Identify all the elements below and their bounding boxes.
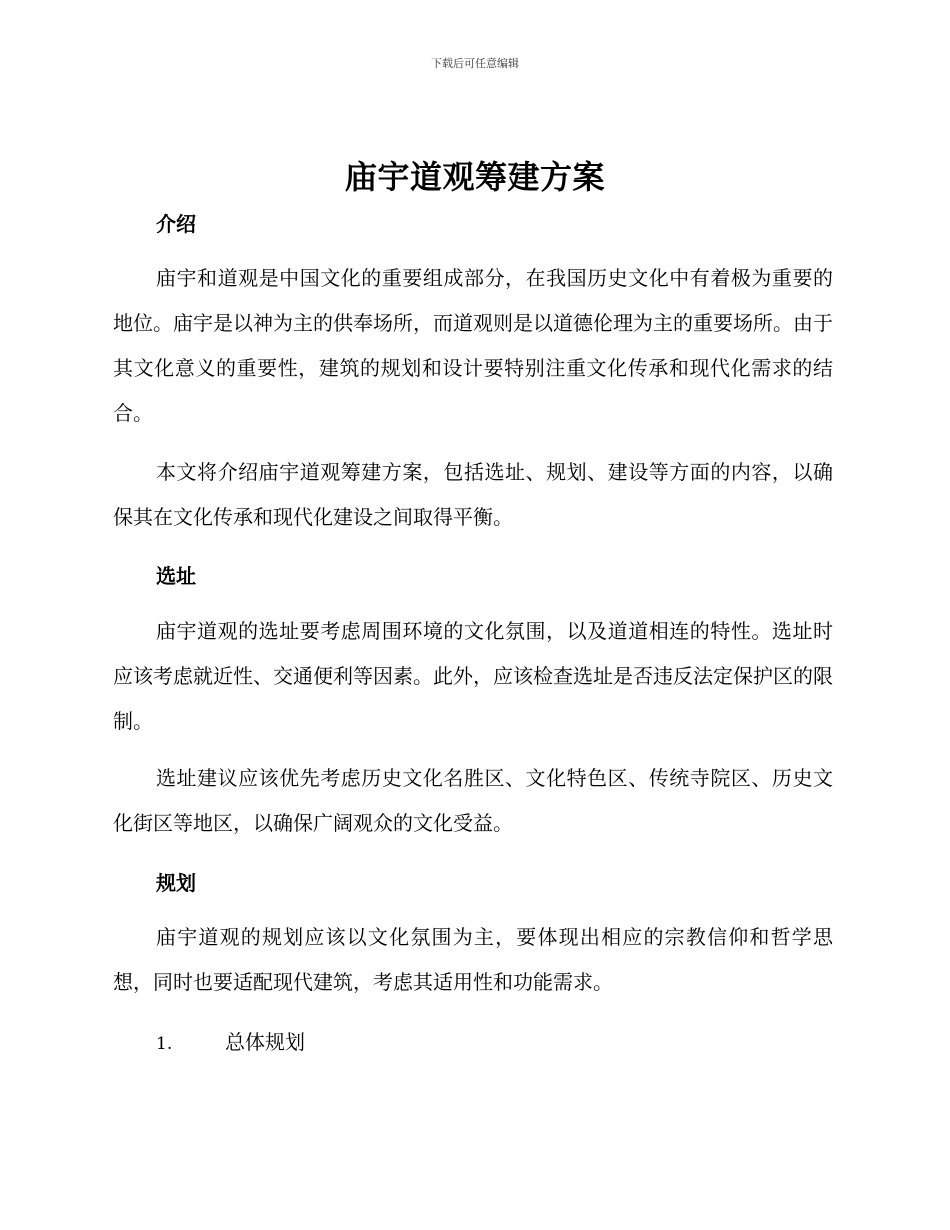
- list-item-number: 1.: [156, 1034, 173, 1054]
- section-heading-site: 选址: [156, 564, 196, 588]
- paragraph-site-1: 庙宇道观的选址要考虑周围环境的文化氛围，以及道道相连的特性。选址时应该考虑就近性、交通便利等因素。此外，应该检查选址是否违反法定保护区的限制。: [113, 619, 833, 733]
- header-note: 下载后可任意编辑: [431, 57, 519, 70]
- paragraph-planning-1: 庙宇道观的规划应该以文化氛围为主，要体现出相应的宗教信仰和哲学思想，同时也要适配现代建筑，考虑其适用性和功能需求。: [113, 925, 833, 994]
- paragraph-site-2: 选址建议应该优先考虑历史文化名胜区、文化特色区、传统寺院区、历史文化街区等地区，以确保广阔观众的文化受益。: [113, 766, 833, 835]
- list-item-text: 总体规划: [225, 1030, 305, 1054]
- section-heading-planning: 规划: [156, 871, 196, 895]
- paragraph-intro-1: 庙宇和道观是中国文化的重要组成部分，在我国历史文化中有着极为重要的地位。庙宇是以神为主的供奉场所，而道观则是以道德伦理为主的重要场所。由于其文化意义的重要性，建筑的规划和设计要特别注重文化传承和现代化需求的结合。: [113, 266, 833, 425]
- paragraph-intro-2: 本文将介绍庙宇道观筹建方案，包括选址、规划、建设等方面的内容，以确保其在文化传承和现代化建设之间取得平衡。: [113, 460, 833, 529]
- document-title: 庙宇道观筹建方案: [344, 158, 605, 196]
- section-heading-intro: 介绍: [156, 212, 196, 236]
- list-item: [156, 1026, 305, 1055]
